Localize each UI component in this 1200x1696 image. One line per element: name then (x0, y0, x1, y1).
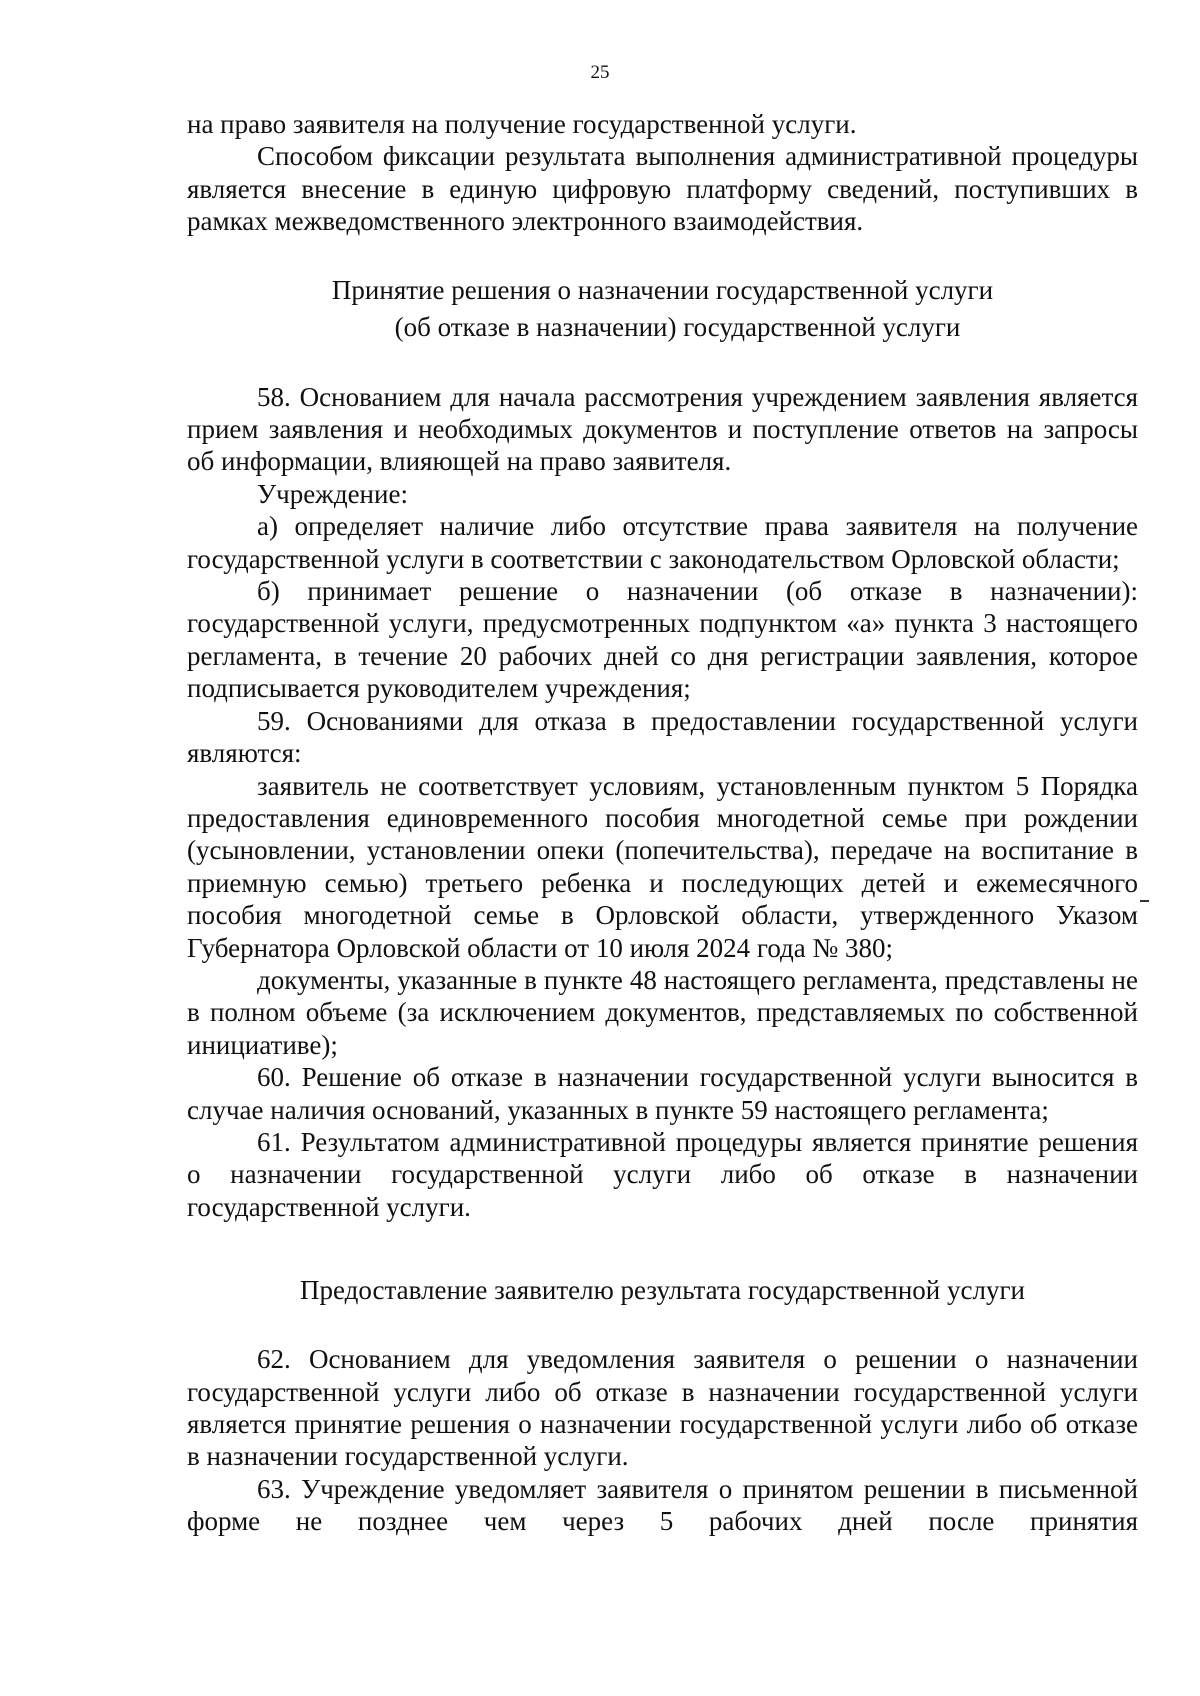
section-heading-decision-line1: Принятие решения о назначении государственной услуги (331, 274, 994, 305)
scan-dash-mark (1140, 900, 1149, 902)
paragraph-58-institution: Учреждение: (257, 478, 408, 509)
paragraph-59-condition-1: заявитель не соответствует условиям, установленным пунктом 5 Порядка предоставления единовременного пособия многодетной семье при рождении (усыновлении, установлении опеки (попечительства), передаче на воспитание в приемную семью) третьего ребенка и последующих детей и ежемесячного пособия многодетной семье в Орловской области, утвержденного Указом Губернатора Орловской области от 10 июля 2024 года № 380; (187, 770, 1138, 963)
paragraph-62: 62. Основанием для уведомления заявителя о решении о назначении государственной услуги либо об отказе в назначении государственной услуги является принятие решения о назначении государственной услуги либо об отказе в назначении государственной услуги. (187, 1344, 1138, 1472)
paragraph-fixation-method: Способом фиксации результата выполнения административной процедуры является внесение в единую цифровую платформу сведений, поступивших в рамках межведомственного электронного взаимодействия. (187, 141, 1138, 237)
paragraph-63: 63. Учреждение уведомляет заявителя о принятом решении в письменной форме не позднее чем через 5 рабочих дней после принятия (187, 1473, 1138, 1537)
section-heading-decision (187, 272, 1138, 346)
paragraph-58-b: б) принимает решение о назначении (об отказе в назначении): государственной услуги, предусмотренных подпунктом «а» пункта 3 настоящего регламента, в течение 20 рабочих дней со дня регистрации заявления, которое подписывается руководителем учреждения; (187, 576, 1138, 704)
paragraph-continuation: на право заявителя на получение государственной услуги. (187, 109, 857, 139)
paragraph-61: 61. Результатом административной процедуры является принятие решения о назначении государственной услуги либо об отказе в назначении государственной услуги. (187, 1126, 1138, 1222)
paragraph-58-a: а) определяет наличие либо отсутствие права заявителя на получение государственной услуги в соответствии с законодательством Орловской области; (187, 511, 1138, 574)
paragraph-58: 58. Основанием для начала рассмотрения учреждением заявления является прием заявления и необходимых документов и поступление ответов на запросы об информации, влияющей на право заявителя. (187, 381, 1138, 477)
page-number: 25 (590, 62, 610, 83)
paragraph-59: 59. Основаниями для отказа в предоставлении государственной услуги являются: (187, 705, 1138, 769)
section-heading-result: Предоставление заявителю результата государственной услуги (300, 1275, 1025, 1306)
document-body (187, 108, 1138, 1538)
section-heading-decision-line2: (об отказе в назначении) государственной услуги (394, 311, 961, 342)
paragraph-60: 60. Решение об отказе в назначении государственной услуги выносится в случае наличия оснований, указанных в пункте 59 настоящего регламента; (187, 1062, 1138, 1125)
paragraph-59-condition-2: документы, указанные в пункте 48 настоящего регламента, представлены не в полном объеме (за исключением документов, представляемых по собственной инициативе); (187, 964, 1138, 1060)
